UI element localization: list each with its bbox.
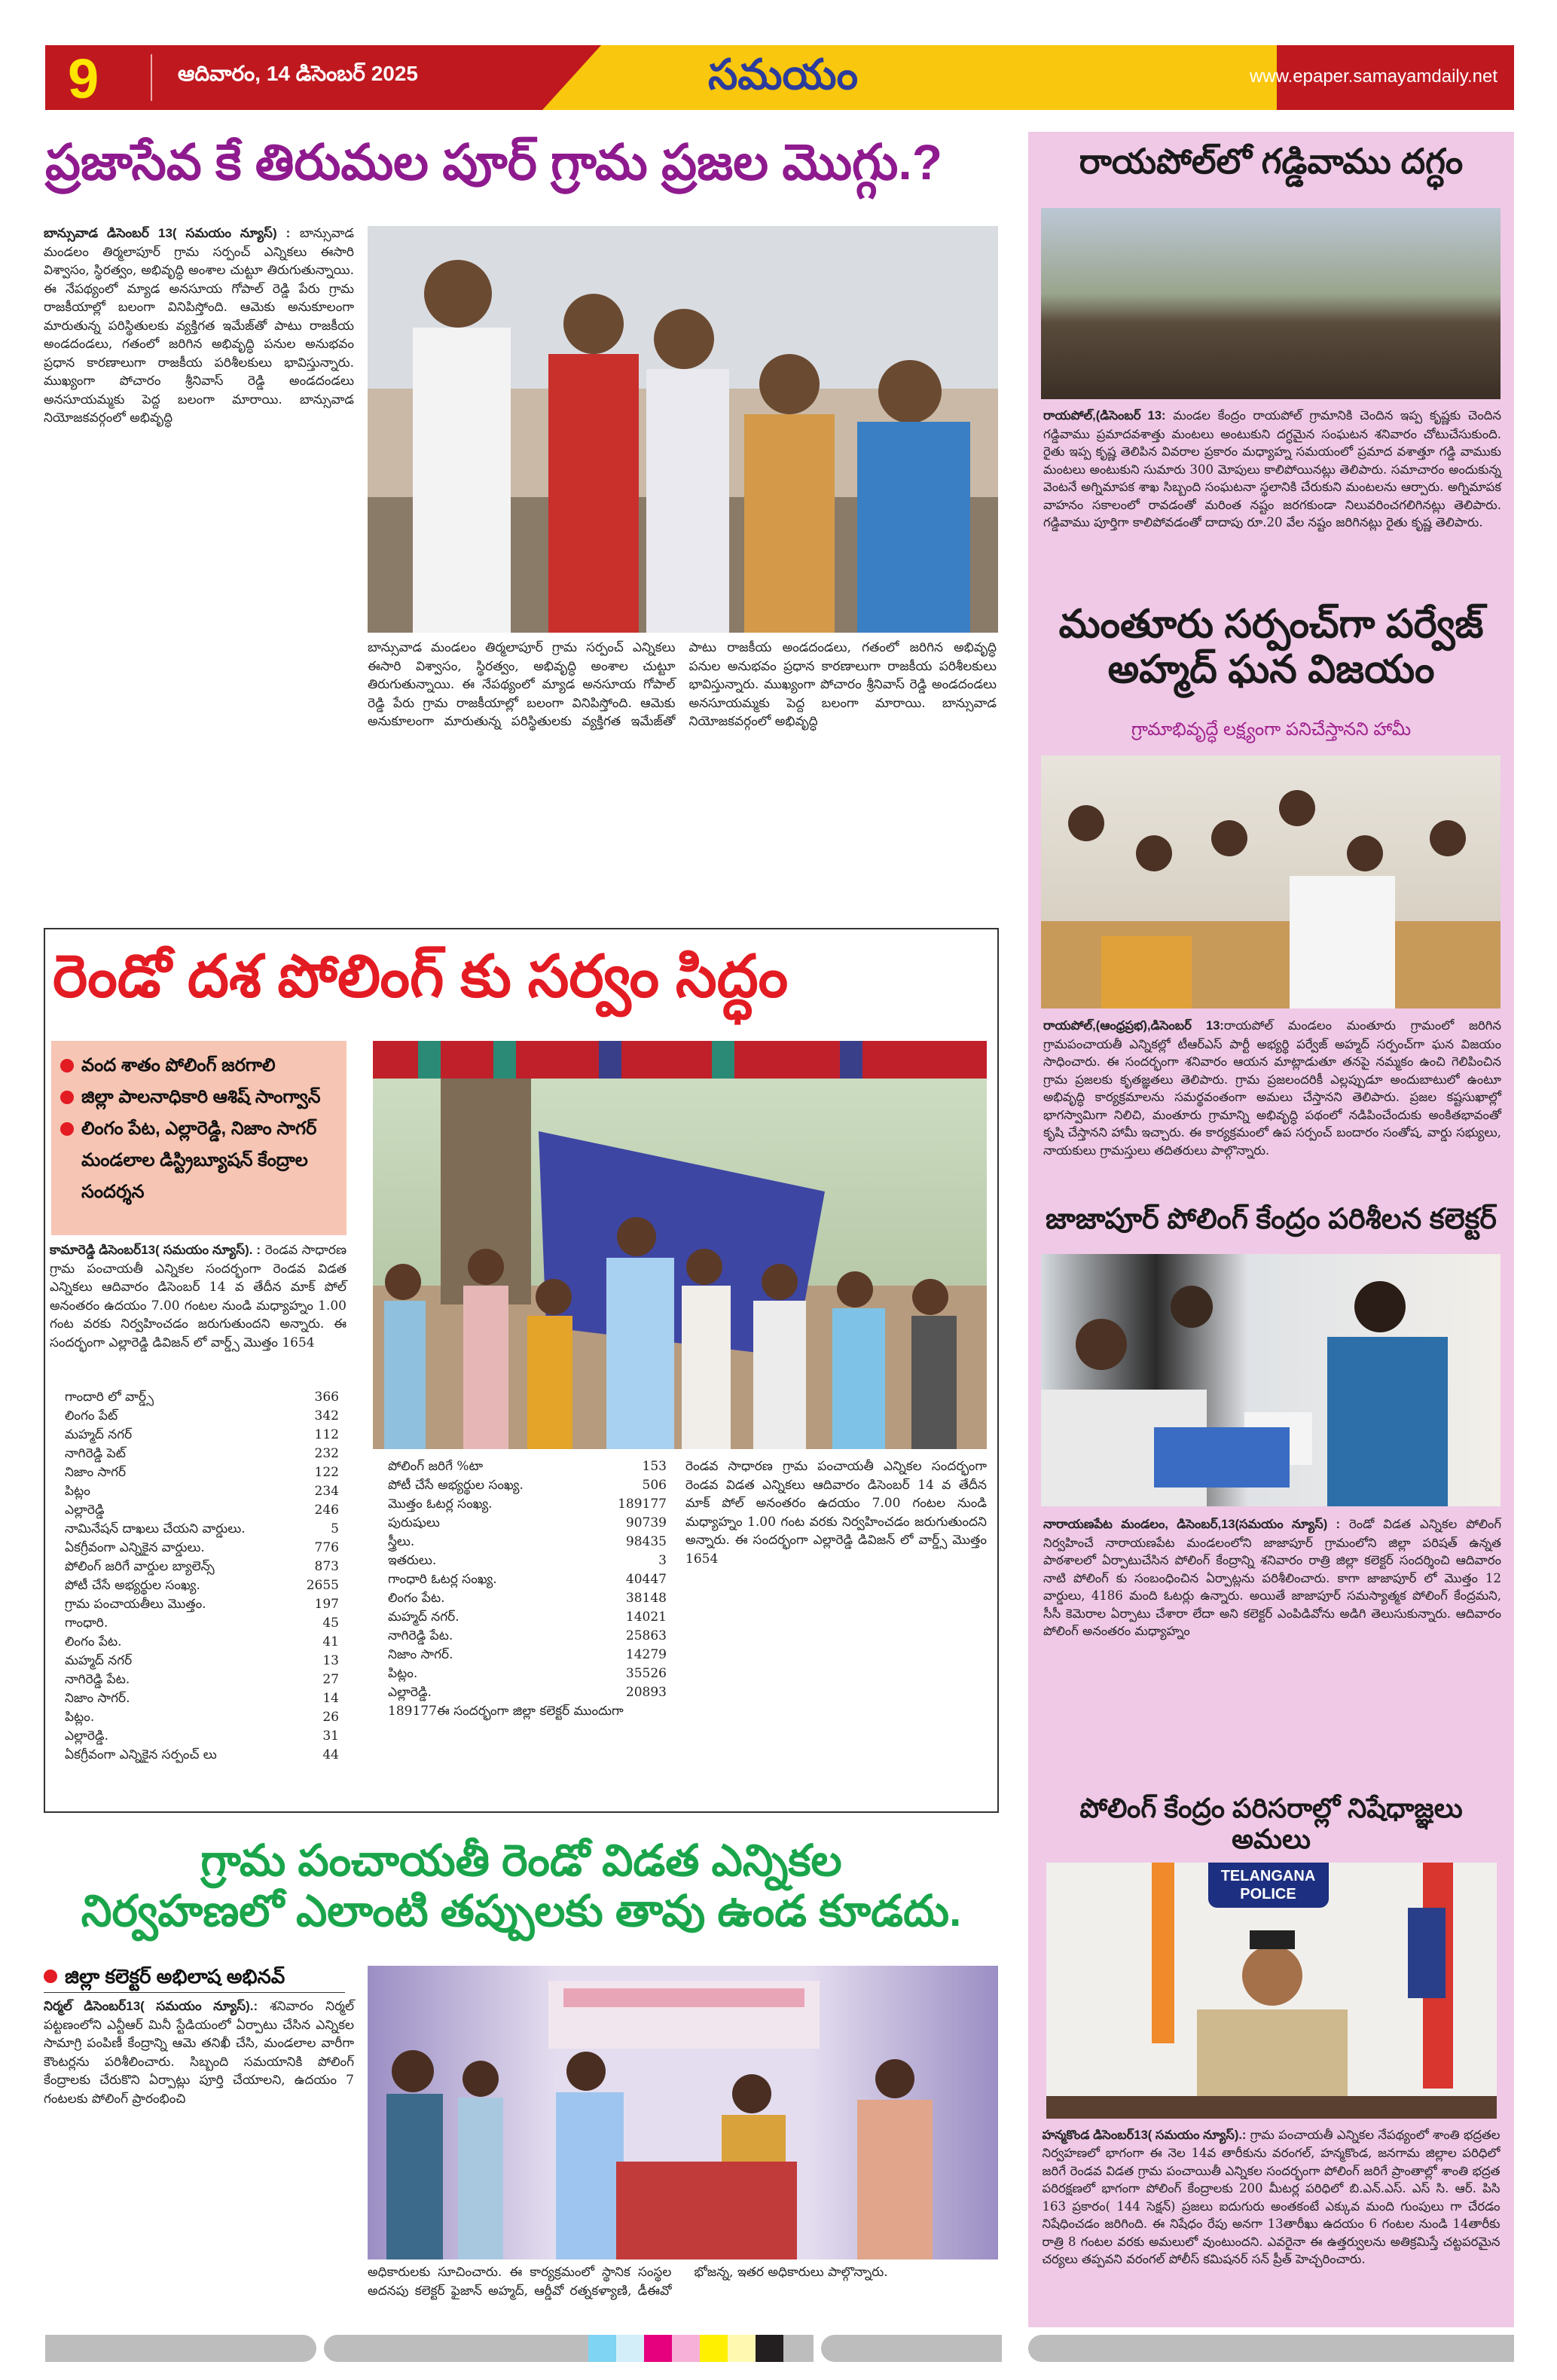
article-text: మండల కేంద్రం రాయపోల్ గ్రామానికి చెందిన ఇప్ప కృష్ణకు చెందిన గడ్డివాము ప్రమాదవశాత్తు మంటలు అంటుకుని దగ్ధమైన సంఘటన శనివారం చోటుచేసుకుంది. రైతు ఇప్ప కృష్ణ తెలిపిన వివరాల ప్రకారం మధ్యాహ్న సమయంలో ప్రమాద వశాత్తూ గడ్డి వాముకు మంటలు అంటుకుని సుమారు 300 మోపులు కాలిపోయినట్లు తెలిపారు. సమాచారం అందుకున్న వెంటనే అగ్నిమాపక శాఖ సిబ్బంది సంఘటనా స్థలానికి చేరుకుని మంటలను ఆర్పారు. అగ్నిమాపక వాహనం సకాలంలో రావడంతో మరింత నష్టం జరగకుండా నిలువరించగలిగినట్లు తెలిపారు. గడ్డివాము పూర్తిగా కాలిపోవడంతో దాదాపు రూ.20 వేల నష్టం జరిగినట్లు రైతు కృష్ణ తెలిపారు. [1043, 408, 1501, 529]
article2-photo [373, 1041, 987, 1449]
stat-label: నాగిరెడ్డి పేట. [388, 1628, 453, 1643]
stat-value: 197 [314, 1597, 339, 1612]
highlight-item: జిల్లా పాలనాధికారి ఆశిష్ సాంగ్వాన్ [60, 1082, 337, 1113]
stat-label: పిట్లం. [388, 1666, 418, 1681]
article1-body [44, 224, 354, 902]
dateline: నిర్మల్ డిసెంబర్13( సమయం న్యూస్).: [44, 1999, 258, 2013]
yellow-swatch [700, 2335, 728, 2362]
stat-value: 45 [322, 1616, 339, 1631]
dateline: కామారెడ్డి డిసెంబర్13( సమయం న్యూస్). : [50, 1243, 261, 1257]
stat-row [373, 1495, 674, 1514]
magenta-swatch [644, 2335, 672, 2362]
stat-value: 90739 [625, 1515, 667, 1530]
story3-body [1043, 1515, 1501, 1640]
stat-value: 31 [322, 1729, 339, 1744]
article3-body [44, 1997, 354, 2108]
stat-row [373, 1514, 674, 1533]
stat-row [373, 1683, 674, 1702]
stat-value: 189177 [618, 1497, 667, 1512]
stat-label: ఎల్లారెడ్డి [65, 1503, 105, 1518]
story4-headline: పోలింగ్ కేంద్రం పరిసరాల్లో నిషేధాజ్ఞలు అమలు [1079, 1793, 1463, 1855]
print-registration-bar [821, 2335, 1002, 2362]
dateline: బాన్సువాడ డిసెంబర్ 13( సమయం న్యూస్) : [44, 226, 291, 240]
article-text: రెండవ సాధారణ గ్రామ పంచాయతీ ఎన్నికల సందర్భంగా రెండవ విడత ఎన్నికలు ఆదివారం డిసెంబర్ 14 వ తేదీన మాక్ పోల్ అనంతరం ఉదయం 7.00 గంటల నుండి మధ్యాహ్నం 1.00 గంట వరకు నిర్వహించడం జరుగుతుందని అన్నారు. ఈ సందర్భంగా ఎల్లారెడ్డి డివిజన్ లో వార్డ్స్ మొత్తం 1654 [50, 1243, 347, 1350]
stat-row [50, 1445, 347, 1463]
bullet-icon [60, 1091, 74, 1104]
stat-value: 232 [314, 1446, 339, 1461]
stat-value: 26 [322, 1710, 339, 1725]
highlight-item: వంద శాతం పోలింగ్ జరగాలి [60, 1050, 337, 1082]
stat-label: లింగం పేట. [388, 1591, 445, 1606]
stat-value: 14 [322, 1691, 339, 1706]
stat-label: గాంధారి. [65, 1616, 108, 1631]
sarpanch-winner-photo [1041, 755, 1501, 1008]
crowd-photo [1041, 755, 1501, 1008]
dateline: నారాయణపేట మండలం, డిసెంబర్,13(సమయం న్యూస్) : [1043, 1518, 1341, 1531]
stat-value: 35526 [625, 1666, 667, 1681]
stat-row [373, 1646, 674, 1664]
election-material-distribution-photo [368, 1966, 998, 2259]
stat-row [373, 1533, 674, 1552]
stat-row [373, 1589, 674, 1608]
article2-headline: రెండో దశ పోలింగ్ కు సర్వం సిద్ధం [53, 943, 789, 1009]
haystack-fire-photo [1041, 208, 1501, 399]
stat-row [50, 1407, 347, 1426]
article2-body-continued [685, 1457, 987, 1804]
print-registration-bar [45, 2335, 316, 2362]
light-cyan-swatch [616, 2335, 644, 2362]
collector-addressing-staff-photo [373, 1041, 987, 1449]
collector-inspection-photo [1041, 1254, 1501, 1506]
police-logo-text: TELANGANA POLICE [1208, 1863, 1329, 1908]
stat-label: గాందారి లో వార్డ్స్ [65, 1390, 154, 1405]
stat-value: 366 [314, 1390, 339, 1405]
stat-value: 506 [642, 1478, 667, 1493]
stat-value: 2655 [306, 1578, 339, 1593]
stat-row [50, 1576, 347, 1595]
cyan-swatch [588, 2335, 616, 2362]
stat-label: పురుషులు [388, 1515, 440, 1530]
stat-label: గాంధారి ఓటర్ల సంఖ్య. [388, 1572, 497, 1587]
stat-row [373, 1570, 674, 1589]
stat-row [50, 1558, 347, 1576]
bullet-icon [60, 1122, 74, 1136]
police-commissioner-photo [1046, 1863, 1497, 2119]
article1-headline: ప్రజాసేవ కే తిరుమల పూర్ గ్రామ ప్రజల మొగ్గు.? [45, 134, 943, 190]
stat-value: 38148 [625, 1591, 667, 1606]
print-registration-bar [1028, 2335, 1514, 2362]
stat-value: 98435 [625, 1534, 667, 1549]
stat-label: నిజాం సాగర్ [65, 1465, 127, 1480]
stat-value: 25863 [625, 1628, 667, 1643]
article-text: శనివారం నిర్మల్ పట్టణంలోని ఎన్టీఆర్ మినీ స్టేడియంలో ఏర్పాటు చేసిన ఎన్నికల సామాగ్రి పంపిణీ కేంద్రాన్ని ఆమె తనిఖీ చేసి, మండలాల వారీగా కౌంటర్లను పరిశీలించారు. సిబ్బంది సమయానికి పోలింగ్ కేంద్రాలకు చేరుకొని ఏర్పాట్లు పూర్తి చేయాలని, ఉదయం 7 గంటలకు పోలింగ్ ప్రారంభించి [44, 1999, 355, 2107]
story2-subhead: గ్రామాభివృద్ధే లక్ష్యంగా పనిచేస్తానని హామీ [1131, 719, 1412, 740]
story4-body [1043, 2126, 1501, 2269]
stat-label: పోలింగ్ జరిగే %టా [388, 1459, 484, 1474]
stat-value: 14279 [625, 1647, 667, 1662]
stat-row [373, 1476, 674, 1495]
article3-headline [44, 1836, 999, 1936]
highlights-box [51, 1041, 347, 1235]
page-number: 9 [68, 47, 99, 110]
stat-value: 44 [322, 1747, 339, 1762]
epaper-url[interactable]: www.epaper.samayamdaily.net [1249, 66, 1497, 87]
stat-label: లింగం పేట్ [65, 1408, 118, 1423]
print-registration-bar [783, 2335, 814, 2362]
stat-value: 13 [322, 1653, 339, 1668]
stat-value: 3 [658, 1553, 667, 1568]
stat-row [373, 1664, 674, 1683]
stat-row [50, 1633, 347, 1652]
dateline: హన్మకొండ డిసెంబర్13( సమయం న్యూస్).: [1042, 2128, 1247, 2142]
stat-row [50, 1689, 347, 1708]
bullet-icon [60, 1059, 74, 1073]
story2-headline: మంతూరు సర్పంచ్‌గా పర్వేజ్ అహ్మద్ ఘన విజయం [1058, 603, 1484, 691]
light-yellow-swatch [728, 2335, 756, 2362]
stat-row [50, 1463, 347, 1482]
stat-label: పోటీ చేసే అభ్యర్థుల సంఖ్య. [388, 1478, 524, 1493]
bullet-icon [44, 1970, 57, 1983]
article2-body [50, 1241, 347, 1352]
stat-row [50, 1652, 347, 1671]
issue-date: ఆదివారం, 14 డిసెంబర్ 2025 [178, 62, 418, 85]
stat-row [50, 1746, 347, 1765]
stat-value: 20893 [625, 1685, 667, 1700]
stat-label: మహ్మద్ నగర్ [65, 1653, 133, 1668]
stat-row [50, 1708, 347, 1727]
article3-subhead: జిల్లా కలెక్టర్ అభిలాష అభినవ్ [44, 1960, 345, 1993]
stat-label: ఇతరులు. [388, 1553, 437, 1568]
article1-body-continued [368, 639, 997, 902]
stat-value: 153 [642, 1459, 667, 1474]
voters-stats-list [373, 1457, 674, 1721]
stat-row [50, 1595, 347, 1614]
stat-value: 40447 [625, 1572, 667, 1587]
stat-label: ఏకగ్రీవంగా ఎన్నికైన సర్పంచ్ లు [65, 1747, 217, 1762]
stat-row [50, 1501, 347, 1520]
stat-value: 342 [314, 1408, 339, 1423]
story1-body [1043, 407, 1501, 532]
stat-value: 122 [314, 1465, 339, 1480]
stat-label: ఎల్లారెడ్డి. [65, 1729, 108, 1744]
masthead-yellow-band [542, 45, 1277, 110]
stats-tail: 189177ఈ సందర్భంగా జిల్లా కలెక్టర్ ముందుగా [388, 1704, 624, 1719]
newspaper-logo: సమయం [708, 50, 858, 98]
article-text: రెండవ సాధారణ గ్రామ పంచాయతీ ఎన్నికల సందర్భంగా రెండవ విడత ఎన్నికలు ఆదివారం డిసెంబర్ 14 వ తేదీన మాక్ పోల్ అనంతరం ఉదయం 7.00 గంటల నుండి మధ్యాహ్నం 1.00 గంట వరకు నిర్వహించడం జరుగుతుందని అన్నారు. ఈ సందర్భంగా ఎల్లారెడ్డి డివిజన్ లో వార్డ్స్ మొత్తం 1654 [685, 1459, 987, 1567]
stat-label: నిజాం సాగర్. [65, 1691, 130, 1706]
wards-stats-list [50, 1388, 347, 1765]
stat-value: 234 [314, 1484, 339, 1499]
stat-value: 873 [314, 1559, 339, 1574]
article3-photo [368, 1966, 998, 2259]
stat-label: ఎల్లారెడ్డి. [388, 1685, 432, 1700]
dateline: రాయపోల్,(ఆంధ్రప్రభ),డిసెంబర్ 13: [1043, 1019, 1224, 1033]
stat-label: గ్రామ పంచాయతీలు మొత్తం. [65, 1597, 206, 1612]
stat-label: పోలింగ్ జరిగే వార్డుల బ్యాలెన్స్ [65, 1559, 215, 1574]
stat-label: పిట్లం [65, 1484, 90, 1499]
stat-row [50, 1539, 347, 1558]
article-text: బాన్సువాడ మండలం తిర్మలాపూర్ గ్రామ సర్పంచ్ ఎన్నికలు ఈసారి విశ్వాసం, స్థిరత్వం, అభివృద్ధి అంశాల చుట్టూ తిరుగుతున్నాయి. ఈ నేపథ్యంలో మ్యాడ అనసూయ గోపాల్ రెడ్డి పేరు గ్రామ రాజకీయాల్లో బలంగా వినిపిస్తోంది. ఆమెకు అనుకూలంగా మారుతున్న పరిస్థితులకు వ్యక్తిగత ఇమేజ్‌తో పాటు రాజకీయ అండదండలు, గతంలో జరిగిన అభివృద్ధి పనుల అనుభవం ప్రధాన కారణాలుగా రాజకీయ పరిశీలకులు భావిస్తున్నారు. ముఖ్యంగా పోచారం శ్రీనివాస్ రెడ్డి అండదండలు అనసూయమ్మకు పెద్ద బలంగా మారాయి. బాన్సువాడ నియోజకవర్గంలో అభివృద్ధి [44, 226, 354, 426]
stat-value: 41 [322, 1634, 339, 1649]
stat-value: 5 [331, 1521, 339, 1536]
stat-label: నాగిరెడ్డి పెట్ [65, 1446, 126, 1461]
stat-value: 14021 [625, 1610, 667, 1625]
stat-row [373, 1552, 674, 1570]
stat-label: లింగం పేట. [65, 1634, 122, 1649]
stat-label: నామినేషన్ దాఖలు చేయని వార్డులు. [65, 1521, 246, 1536]
story2-body [1043, 1017, 1501, 1159]
stat-row [50, 1614, 347, 1633]
article-text: రెండో విడత ఎన్నికల పోలింగ్ నిర్వహించే నారాయణపేట మండలంలోని జాజాపూర్ గ్రామంలోని జిల్లా పరిషత్ ఉన్నత పాఠశాలలో ఏర్పాటుచేసిన పోలింగ్ కేంద్రాన్ని శనివారం రాత్రి జిల్లా కలెక్టర్ సందర్శించి ఆదివారం నాటి పోలింగ్ కు సంబంధించిన ఏర్పాట్లను పరిశీలించారు. కాగా జాజాపూర్ లో మొత్తం 12 వార్డులు, 4186 మంది ఓటర్లు ఉన్నారు. అయితే జాజాపూర్ సమస్యాత్మక పోలింగ్ కేంద్రమని, సీసీ కెమెరాల ఏర్పాటు చేశారా లేదా అని కలెక్టర్ ఎంపిడివోను అడిగి తెలుసుకున్నారు. ఆదివారం పోలింగ్ అనంతరం మధ్యాహ్నం [1043, 1517, 1501, 1638]
print-registration-bar [539, 2335, 588, 2362]
stat-label: మొత్తం ఓటర్ల సంఖ్య. [388, 1497, 493, 1512]
dateline: రాయపోల్,(డిసెంబర్ 13: [1043, 409, 1166, 423]
article-text: బాన్సువాడ మండలం తిర్మలాపూర్ గ్రామ సర్పంచ్ ఎన్నికలు ఈసారి విశ్వాసం, స్థిరత్వం, అభివృద్ధి అంశాల చుట్టూ తిరుగుతున్నాయి. ఈ నేపథ్యంలో మ్యాడ అనసూయ గోపాల్ రెడ్డి పేరు గ్రామ రాజకీయాల్లో బలంగా వినిపిస్తోంది. ఆమెకు అనుకూలంగా మారుతున్న పరిస్థితులకు వ్యక్తిగత ఇమేజ్‌తో పాటు రాజకీయ అండదండలు, గతంలో జరిగిన అభివృద్ధి పనుల అనుభవం ప్రధాన కారణాలుగా రాజకీయ పరిశీలకులు భావిస్తున్నారు. ముఖ్యంగా పోచారం శ్రీనివాస్ రెడ్డి అండదండలు అనసూయమ్మకు పెద్ద బలంగా మారాయి. బాన్సువాడ నియోజకవర్గంలో అభివృద్ధి [368, 640, 997, 729]
stat-row [373, 1457, 674, 1476]
stat-label: మహ్మద్ నగర్. [388, 1610, 459, 1625]
stat-row [50, 1671, 347, 1689]
stat-row [50, 1426, 347, 1445]
stat-row [50, 1388, 347, 1407]
stat-label: నాగిరెడ్డి పేట. [65, 1672, 130, 1687]
stat-value: 112 [314, 1427, 339, 1442]
masthead [45, 45, 1514, 110]
stat-label: ఏకగ్రీవంగా ఎన్నికైన వార్డులు. [65, 1540, 205, 1555]
story4 [1040, 1793, 1503, 2269]
stat-row [373, 1608, 674, 1627]
stat-value: 27 [322, 1672, 339, 1687]
divider [151, 54, 152, 101]
highlight-item: లింగం పేట, ఎల్లారెడ్డి, నిజాం సాగర్ మండలాల డిస్ట్రిబ్యూషన్ కేంద్రాల సందర్శన [60, 1113, 337, 1208]
story1-headline: రాయపోల్‌లో గడ్డివాము దగ్ధం [1079, 142, 1464, 181]
group-photo-villagers [368, 226, 998, 633]
stat-row [50, 1482, 347, 1501]
story3-headline: జాజాపూర్ పోలింగ్ కేంద్రం పరిశీలన కలెక్టర్ [1046, 1204, 1497, 1235]
stat-label: స్త్రీలు. [388, 1534, 415, 1549]
article-text: గ్రామ పంచాయతీ ఎన్నికల నేపథ్యంలో శాంతి భద్రతల నిర్వహణలో భాగంగా ఈ నెల 14వ తారీకును వరంగల్, హన్మకొండ, జనగామ జిల్లాల పరిధిలో జరిగే రెండవ విడత గ్రామ పంచాయితీ ఎన్నికల సందర్భంగా పోలింగ్ జరిగే ప్రాంతాల్లో శాంతి భద్రత పరిరక్షణలో భాగంగా పోలింగ్ కేంద్రాలకు 200 మీటర్ల పరిధిలో బి.ఎన్.ఎస్. ఎస్ సి. ఆర్. పిసి 163 ప్రకారం( 144 సెక్షన్) ప్రజలు ఐదుగురు అంతకంటే ఎక్కువ మంది గుంపులు గా చేరడం నిషేధించడం జరిగింది. ఈ నిషేధం రేపు అనగా 13తారీఖు ఉదయం 6 గంటల నుండి 14తారీకు రాత్రి 8 గంటల వరకు అమలులో వుంటుందని. ఎవరైనా ఈ ఉత్తర్వులను అతిక్రమిస్తే చట్టపరమైన చర్యలు తప్పవని వరంగల్ పోలీస్ కమిషనర్ సన్ ప్రీత్ హెచ్చరించారు. [1042, 2127, 1501, 2267]
stat-value: 246 [314, 1503, 339, 1518]
article1-photo [368, 226, 998, 633]
article-text: రాయపోల్ మండలం మంతూరు గ్రామంలో జరిగిన గ్రామపంచాయతీ ఎన్నికల్లో టీఆర్ఎస్ పార్టీ అభ్యర్థి పర్వేజ్ అహ్మద్ సర్పంచ్‌గా ఘన విజయం సాధించారు. ఈ సందర్భంగా శనివారం ఆయన మాట్లాడుతూ తనపై నమ్మకం ఉంచి గెలిపించిన గ్రామ ప్రజలకు కృతజ్ఞతలు తెలిపారు. గ్రామ ప్రజలందరికీ ఎల్లప్పుడూ అందుబాటులో ఉంటూ అభివృద్ధి కార్యక్రమాలను సమర్థవంతంగా అమలు చేస్తానని తెలిపారు. ప్రజల కష్టసుఖాల్లో భాగస్వామిగా నిలిచి, మంతూరు గ్రామాన్ని అభివృద్ధి పథంలో నడిపించేందుకు అంకితభావంతో కృషి చేస్తానని హామీ ఇచ్చారు. ఈ కార్యక్రమంలో ఉప సర్పంచ్ బందారం సంతోష, వార్డు సభ్యులు, నాయకులు గ్రామస్తులు తదితరులు పాల్గొన్నారు. [1043, 1018, 1501, 1158]
inspection-scene [1041, 1254, 1501, 1506]
black-swatch [756, 2335, 783, 2362]
stat-label: పోటీ చేసే అభ్యర్థుల సంఖ్య. [65, 1578, 200, 1593]
headline-line: గ్రామ పంచాయతీ రెండో విడత ఎన్నికల [200, 1836, 842, 1885]
light-magenta-swatch [672, 2335, 700, 2362]
stat-row [373, 1627, 674, 1646]
stat-row [50, 1520, 347, 1539]
stat-row [50, 1727, 347, 1746]
article3-caption: అధికారులకు సూచించారు. ఈ కార్యక్రమంలో స్థానిక సంస్థల అదనపు కలెక్టర్ ఫైజాన్ అహ్మద్, ఆర్డీవో రత్నకళ్యాణి, డీఈవో భోజన్న, ఇతర అధికారులు పాల్గొన్నారు. [368, 2265, 888, 2299]
stat-label: పిట్లం. [65, 1710, 95, 1725]
headline-line: నిర్వహణలో ఎలాంటి తప్పులకు తావు ఉండ కూడదు. [81, 1886, 962, 1936]
stat-label: నిజాం సాగర్. [388, 1647, 453, 1662]
stat-label: మహ్మద్ నగర్ [65, 1427, 133, 1442]
stat-value: 776 [314, 1540, 339, 1555]
